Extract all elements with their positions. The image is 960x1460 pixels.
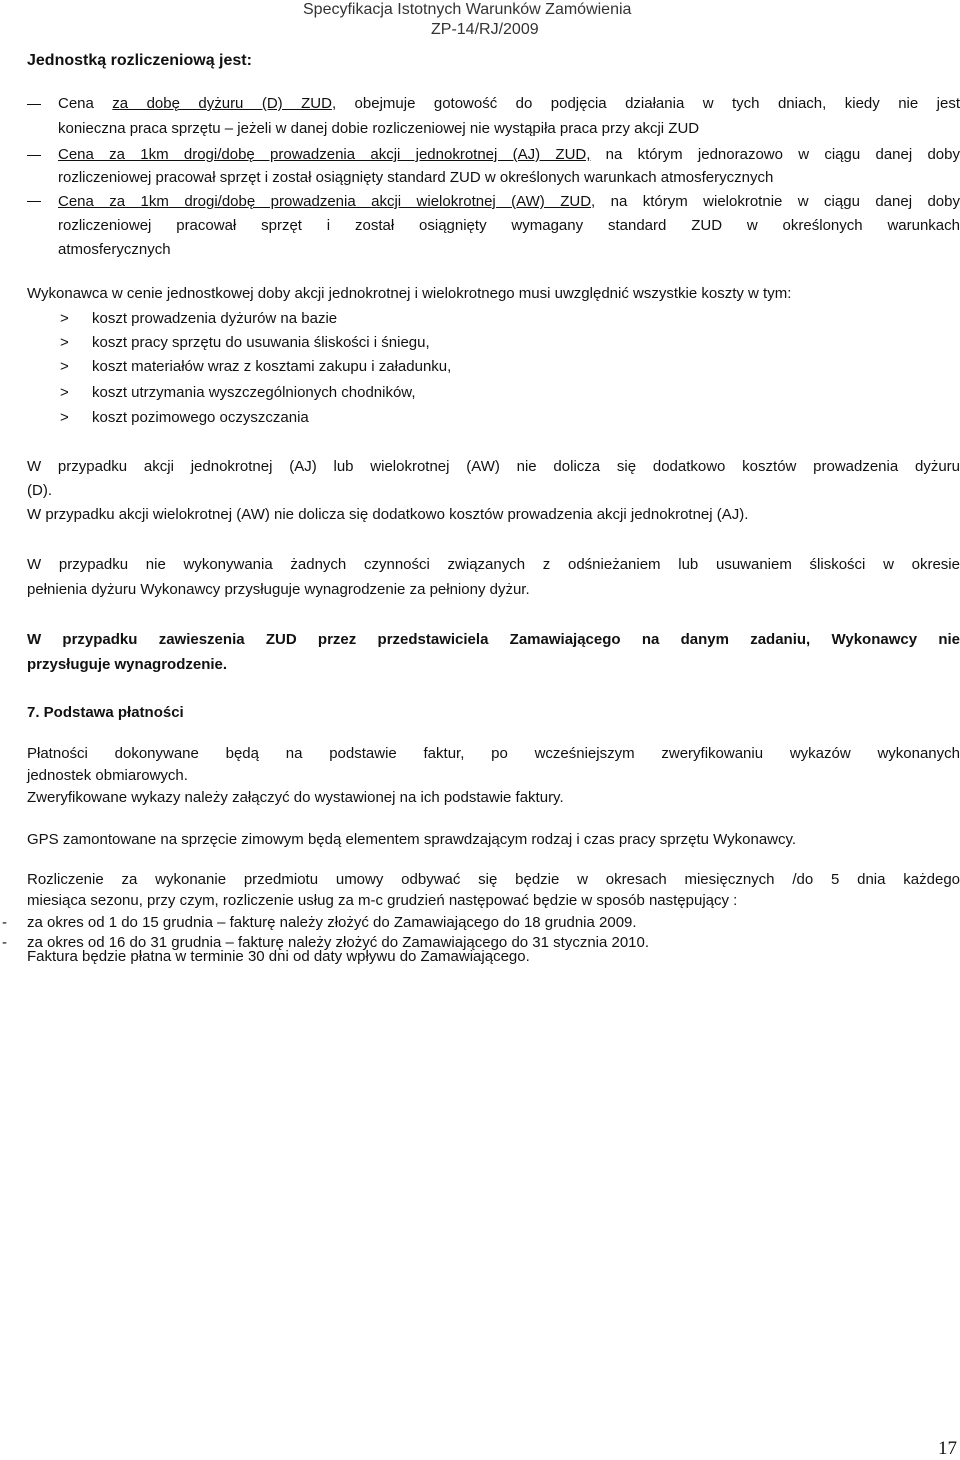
- header-title: Specyfikacja Istotnych Warunków Zamówienia: [303, 1, 632, 18]
- item-duty-post: , obejmuje gotowość do podjęcia działania w tych dniach, kiedy nie jest: [331, 95, 960, 112]
- item-aj-line1: [58, 145, 960, 164]
- paragraph-settlement-line2: miesiąca sezonu, przy czym, rozliczenie usług za m-c grudzień następować będzie w sposób następujący :: [27, 892, 738, 909]
- cost-item: koszt materiałów wraz z kosztami zakupu i załadunku,: [92, 358, 452, 375]
- item-duty-line1: [58, 94, 960, 113]
- paragraph-payment-line2: jednostek obmiarowych.: [27, 767, 188, 784]
- item-duty-term: za dobę dyżuru (D) ZUD: [112, 95, 332, 112]
- paragraph-none-line1: W przypadku nie wykonywania żadnych czynności związanych z odśnieżaniem lub usuwaniem śliskości w okresie: [27, 556, 960, 573]
- settlement-item: za okres od 1 do 15 grudnia – fakturę należy złożyć do Zamawiającego do 18 grudnia 2009.: [27, 914, 637, 931]
- item-aj-line2: rozliczeniowej pracował sprzęt i został osiągnięty standard ZUD w określonych warunkach atmosferycznych: [58, 169, 774, 186]
- settlement-item: za okres od 16 do 31 grudnia – fakturę należy złożyć do Zamawiającego do 31 stycznia 2010.: [27, 934, 650, 951]
- section-heading: 7. Podstawa płatności: [27, 704, 184, 721]
- paragraph-invoice: Faktura będzie płatna w terminie 30 dni od daty wpływu do Zamawiającego.: [27, 948, 530, 965]
- bullet-marker: >: [60, 409, 69, 426]
- dash-marker: [27, 104, 41, 105]
- paragraph-payment-line3: Zweryfikowane wykazy należy załączyć do wystawionej na ich podstawie faktury.: [27, 789, 564, 806]
- item-aj-term: Cena za 1km drogi/dobę prowadzenia akcji jednokrotnej (AJ) ZUD,: [58, 146, 591, 163]
- item-aw-term: Cena za 1km drogi/dobę prowadzenia akcji wielokrotnej (AW) ZUD: [58, 193, 592, 210]
- paragraph-aj-line1: W przypadku akcji jednokrotnej (AJ) lub wielokrotnej (AW) nie dolicza się dodatkowo kosztów prowadzenia dyżuru: [27, 458, 960, 475]
- paragraph-payment-line1: Płatności dokonywane będą na podstawie faktur, po wcześniejszym zweryfikowaniu wykazów wykonanych: [27, 745, 960, 762]
- bullet-marker: >: [60, 310, 69, 327]
- hyphen-marker: -: [2, 934, 7, 951]
- page-number: 17: [938, 1438, 957, 1459]
- header-code: ZP-14/RJ/2009: [431, 21, 539, 38]
- paragraph-none-line2: pełnienia dyżuru Wykonawcy przysługuje wynagrodzenie za pełniony dyżur.: [27, 581, 530, 598]
- paragraph-gps: GPS zamontowane na sprzęcie zimowym będą elementem sprawdzającym rodzaj i czas pracy sprzętu Wykonawcy.: [27, 831, 797, 848]
- bullet-marker: >: [60, 334, 69, 351]
- cost-item: koszt utrzymania wyszczególnionych chodników,: [92, 384, 416, 401]
- item-duty-pre: Cena: [58, 95, 113, 112]
- item-aw-line1: [58, 192, 960, 211]
- costs-intro: Wykonawca w cenie jednostkowej doby akcji jednokrotnej i wielokrotnego musi uwzględnić wszystkie koszty w tym:: [27, 285, 792, 302]
- bullet-marker: >: [60, 384, 69, 401]
- cost-item: koszt pracy sprzętu do usuwania śliskości i śniegu,: [92, 334, 430, 351]
- paragraph-suspension-line2: przysługuje wynagrodzenie.: [27, 656, 228, 673]
- paragraph-aj-line2: (D).: [27, 482, 52, 499]
- item-aj-post: na którym jednorazowo w ciągu danej doby: [590, 146, 960, 163]
- item-aw-line3: atmosferycznych: [58, 241, 171, 258]
- cost-item: koszt prowadzenia dyżurów na bazie: [92, 310, 338, 327]
- item-aw-post: , na którym wielokrotnie w ciągu danej doby: [591, 193, 960, 210]
- dash-marker: [27, 201, 41, 202]
- cost-item: koszt pozimowego oczyszczania: [92, 409, 309, 426]
- hyphen-marker: -: [2, 914, 7, 931]
- paragraph-settlement-line1: Rozliczenie za wykonanie przedmiotu umowy odbywać się będzie w okresach miesięcznych /do 5 dnia każdego: [27, 871, 960, 888]
- item-duty-line2: konieczna praca sprzętu – jeżeli w danej dobie rozliczeniowej nie wystąpiła praca przy akcji ZUD: [58, 120, 700, 137]
- unit-heading: Jednostką rozliczeniową jest:: [27, 52, 252, 69]
- paragraph-suspension-line1: W przypadku zawieszenia ZUD przez przedstawiciela Zamawiającego na danym zadaniu, Wykonawcy nie: [27, 631, 960, 648]
- bullet-marker: >: [60, 358, 69, 375]
- paragraph-aw: W przypadku akcji wielokrotnej (AW) nie dolicza się dodatkowo kosztów prowadzenia akcji jednokrotnej (AJ).: [27, 506, 749, 523]
- item-aw-line2: rozliczeniowej pracował sprzęt i został osiągnięty wymagany standard ZUD w określonych warunkach: [58, 217, 960, 234]
- dash-marker: [27, 155, 41, 156]
